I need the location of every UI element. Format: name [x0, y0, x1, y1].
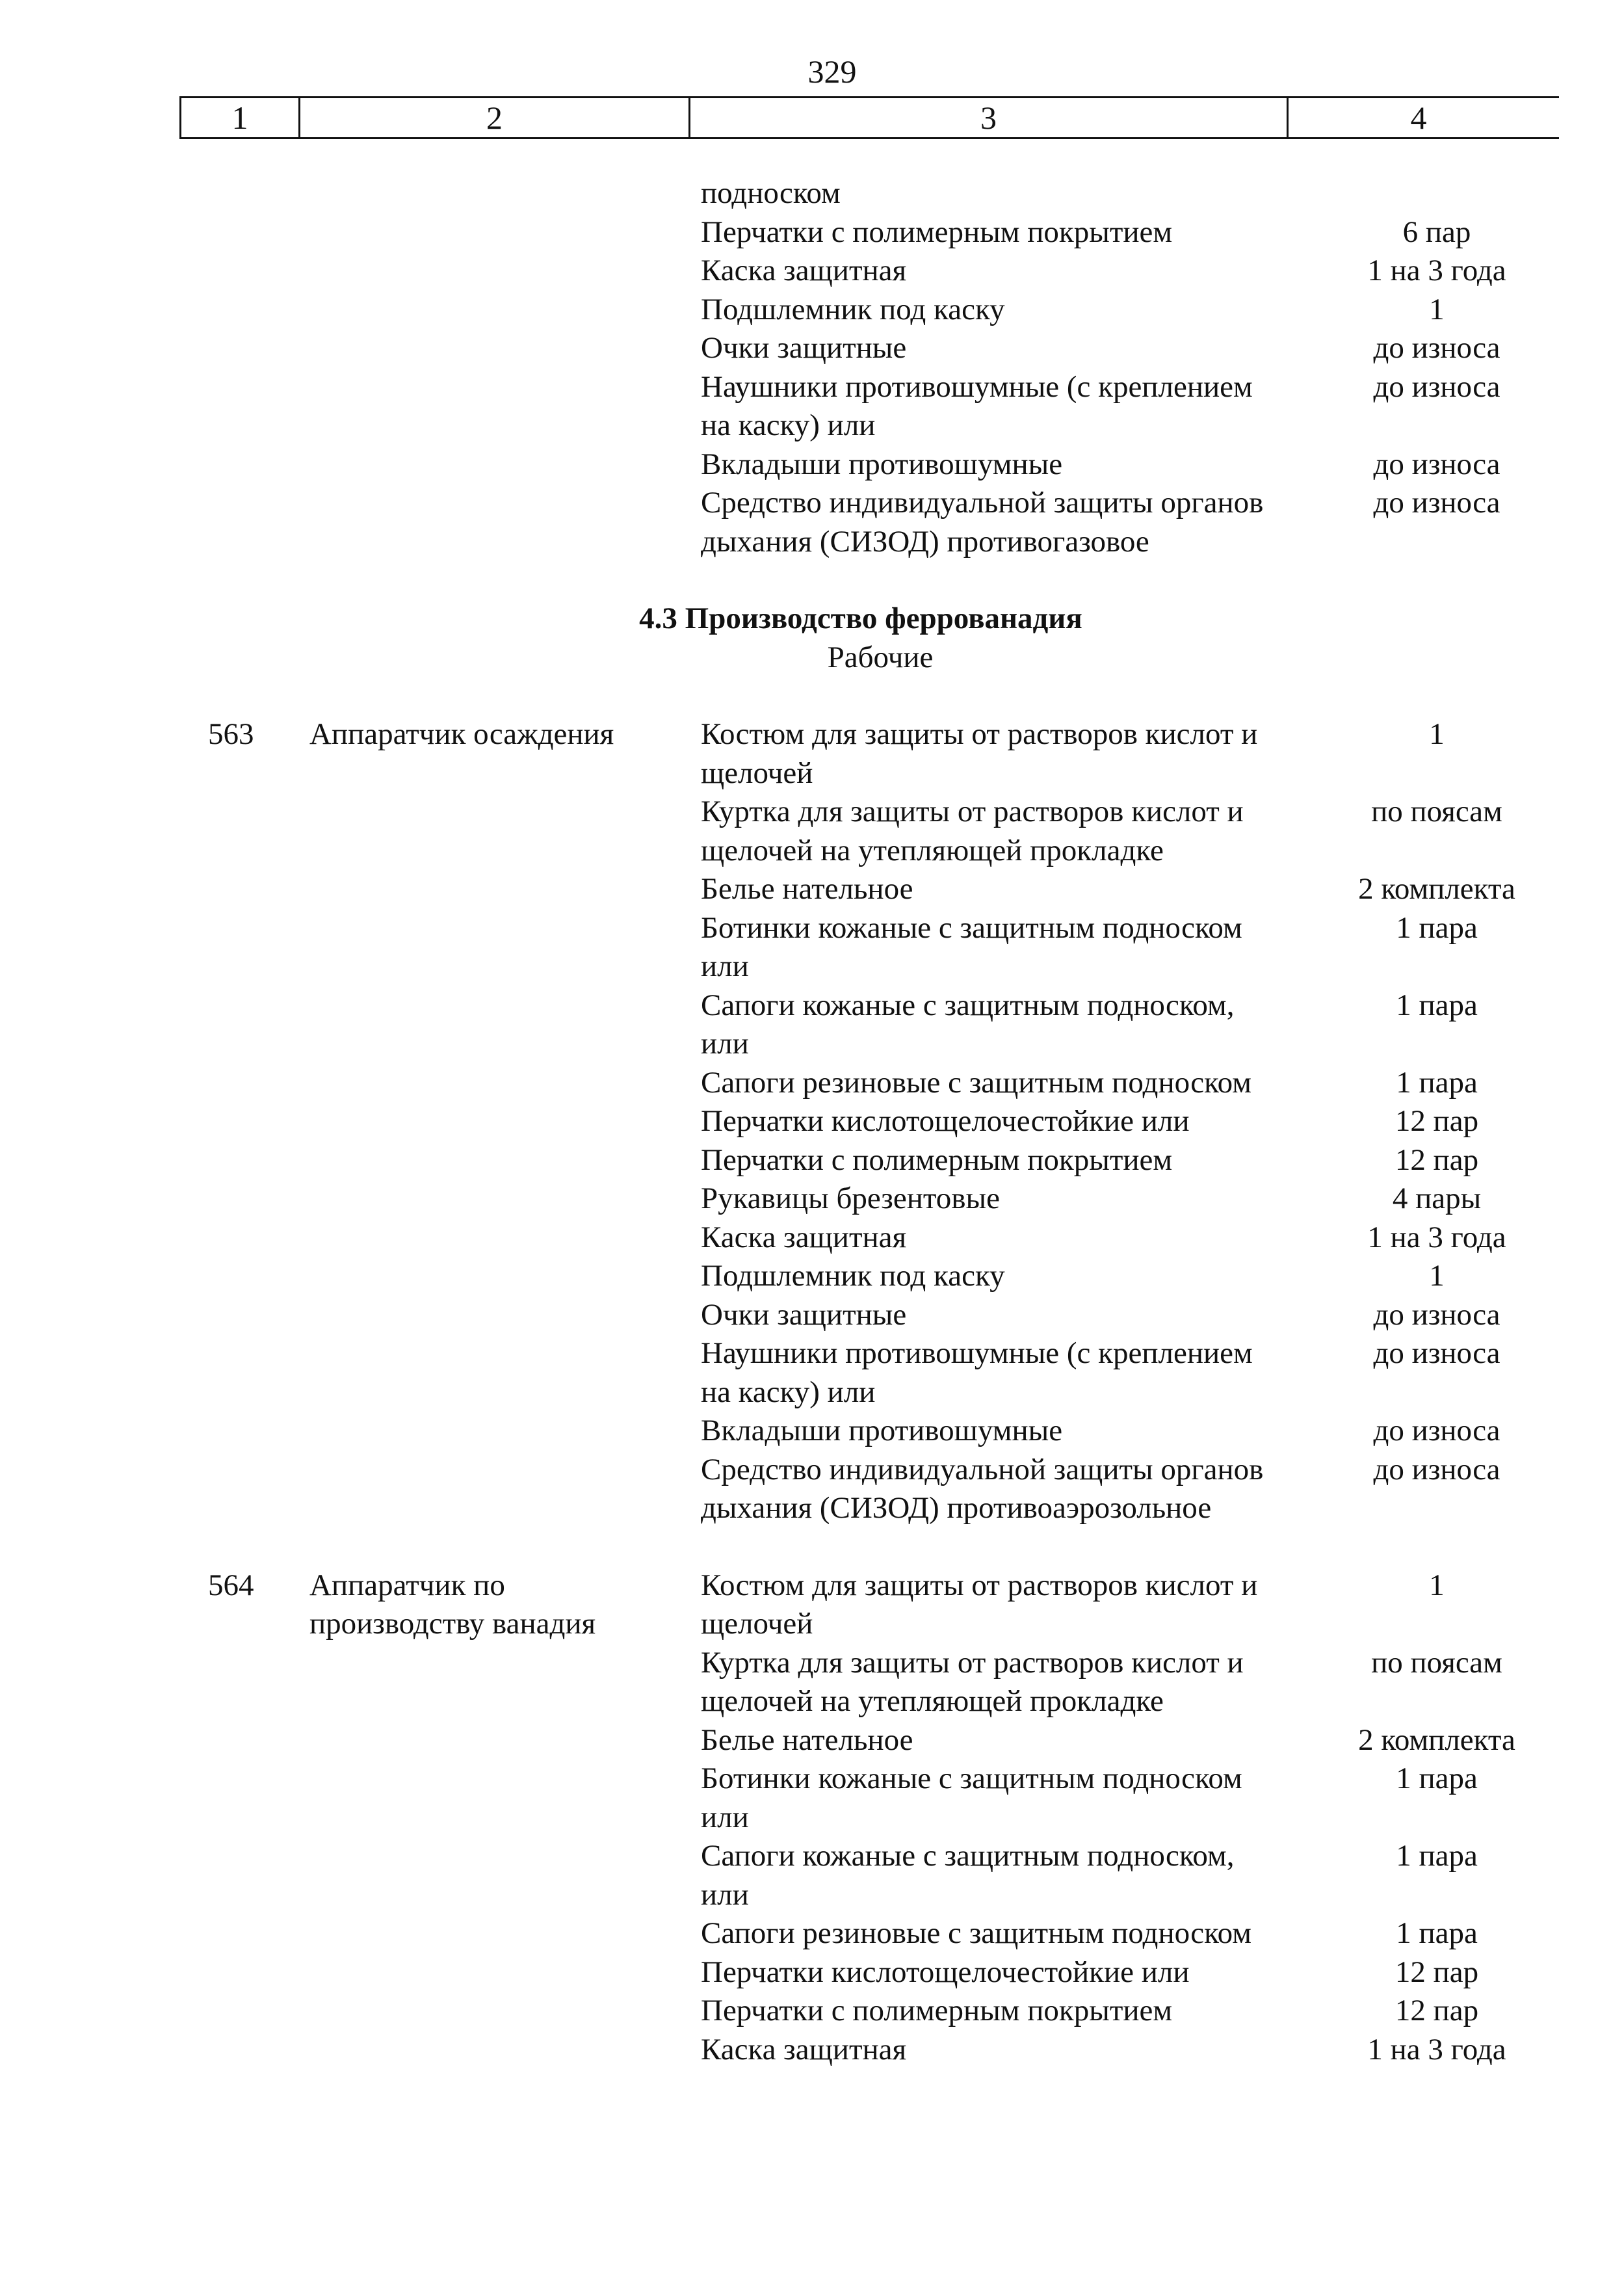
table-row: [0, 1141, 1624, 1180]
ppe-item: Средство индивидуальной защиты органов дыхания (СИЗОД) противоаэрозольное: [701, 1452, 1264, 1525]
table-row: [0, 870, 1624, 909]
ppe-item: Подшлемник под каску: [701, 292, 1005, 326]
ppe-quantity: 1: [1429, 1259, 1445, 1293]
table-row: [0, 368, 1624, 445]
ppe-quantity: до износа: [1373, 1297, 1500, 1332]
ppe-quantity: до износа: [1373, 486, 1500, 520]
ppe-item: Ботинки кожаные с защитным подноском или: [701, 1762, 1242, 1834]
ppe-item: Вкладыши противошумные: [701, 1414, 1063, 1447]
ppe-quantity: 1 пара: [1396, 1839, 1478, 1873]
table-row: [0, 986, 1624, 1064]
table-row: [0, 1760, 1624, 1837]
ppe-quantity: до износа: [1373, 1414, 1500, 1447]
ppe-item: Сапоги резиновые с защитным подноском: [701, 1065, 1251, 1100]
ppe-quantity: по поясам: [1371, 1645, 1502, 1680]
ppe-item: Куртка для защиты от растворов кислот и щелочей на утепляющей прокладке: [701, 795, 1244, 867]
ppe-item: Перчатки с полимерным покрытием: [701, 1994, 1173, 2027]
ppe-item: Сапоги кожаные с защитным подноском, или: [701, 988, 1235, 1061]
entries: [0, 715, 1624, 2069]
table-row: [0, 213, 1624, 252]
ppe-quantity: 1 на 3 года: [1367, 2032, 1506, 2066]
ppe-item: Ботинки кожаные с защитным подноском или: [701, 910, 1242, 983]
ppe-quantity: 1 на 3 года: [1367, 1220, 1506, 1254]
ppe-quantity: 1 пара: [1396, 1065, 1478, 1100]
table-row: [0, 329, 1624, 368]
ppe-item: Вкладыши противошумные: [701, 447, 1063, 481]
ppe-item: Костюм для защиты от растворов кислот и щелочей: [701, 1568, 1258, 1641]
ppe-item: Каска защитная: [701, 254, 907, 287]
table-row: [0, 1334, 1624, 1412]
ppe-quantity: 4 пары: [1392, 1181, 1482, 1215]
ppe-item: Белье нательное: [701, 1722, 913, 1757]
ppe-item: Белье нательное: [701, 872, 913, 906]
entry-block: [0, 715, 1624, 1528]
ppe-quantity: 1 пара: [1396, 1916, 1478, 1950]
header-col-3: 3: [690, 98, 1289, 137]
table-row: [0, 291, 1624, 330]
ppe-item: Сапоги резиновые с защитным подноском: [701, 1916, 1251, 1950]
page-number: 329: [807, 53, 857, 90]
ppe-quantity: 6 пар: [1402, 215, 1471, 249]
ppe-item: Куртка для защиты от растворов кислот и щелочей на утепляющей прокладке: [701, 1645, 1244, 1718]
table-row: [0, 1644, 1624, 1721]
ppe-item: Перчатки с полимерным покрытием: [701, 215, 1173, 249]
table-row: [0, 445, 1624, 484]
ppe-quantity: 12 пар: [1395, 1994, 1479, 2027]
header-col-1: 1: [181, 98, 300, 137]
entry-block: [0, 1566, 1624, 2070]
table-row: [0, 1451, 1624, 1528]
ppe-item: Очки защитные: [701, 1297, 907, 1332]
table-row: [0, 252, 1624, 291]
ppe-item: подноском: [701, 176, 841, 210]
ppe-item: Перчатки с полимерным покрытием: [701, 1142, 1173, 1177]
continued-items: [0, 174, 1624, 561]
table-row: [0, 1296, 1624, 1335]
table-row: [0, 2031, 1624, 2070]
table-row: [0, 1566, 1624, 1644]
table-row: [0, 1064, 1624, 1103]
ppe-quantity: 2 комплекта: [1358, 1722, 1515, 1757]
header-col-4: 4: [1410, 99, 1427, 136]
ppe-item: Подшлемник под каску: [701, 1259, 1005, 1293]
ppe-quantity: по поясам: [1371, 795, 1502, 828]
ppe-quantity: до износа: [1373, 1336, 1500, 1370]
ppe-item: Каска защитная: [701, 2032, 907, 2066]
entry-number: 564: [208, 1568, 254, 1602]
ppe-item: Сапоги кожаные с защитным подноском, или: [701, 1839, 1235, 1912]
profession-name: Аппаратчик по производству ванадия: [309, 1568, 596, 1641]
section-subtitle: Рабочие: [827, 640, 934, 674]
table-row: [0, 1953, 1624, 1992]
ppe-quantity: 1 пара: [1396, 910, 1478, 945]
profession-name: Аппаратчик осаждения: [309, 717, 614, 751]
table-row: [0, 1992, 1624, 2031]
table-row: [0, 1837, 1624, 1914]
table-row: [0, 1257, 1624, 1296]
ppe-quantity: 1 на 3 года: [1367, 254, 1506, 287]
table-row: [0, 1721, 1624, 1760]
ppe-item: Рукавицы брезентовые: [701, 1181, 1000, 1215]
table-row: [0, 1180, 1624, 1219]
table-row: [0, 484, 1624, 561]
ppe-quantity: 12 пар: [1395, 1955, 1479, 1989]
table-row: [0, 1219, 1624, 1258]
table-row: [0, 715, 1624, 793]
ppe-quantity: 12 пар: [1395, 1104, 1479, 1138]
ppe-item: Очки защитные: [701, 331, 907, 365]
ppe-item: Костюм для защиты от растворов кислот и щелочей: [701, 717, 1258, 790]
ppe-quantity: 1: [1429, 292, 1445, 326]
ppe-quantity: до износа: [1373, 447, 1500, 481]
ppe-quantity: 1: [1429, 717, 1445, 751]
ppe-quantity: до износа: [1373, 331, 1500, 365]
table-header: [179, 96, 1559, 139]
section-title: 4.3 Производство феррованадия: [639, 601, 1082, 635]
table-row: [0, 1102, 1624, 1141]
table-row: [0, 909, 1624, 986]
ppe-quantity: 12 пар: [1395, 1142, 1479, 1177]
table-row: [0, 1914, 1624, 1953]
table-row: [0, 174, 1624, 213]
ppe-item: Перчатки кислотощелочестойкие или: [701, 1955, 1190, 1989]
ppe-quantity: 2 комплекта: [1358, 872, 1515, 906]
table-body: [0, 174, 1624, 2069]
ppe-item: Наушники противошумные (с креплением на каску) или: [701, 1336, 1253, 1409]
ppe-item: Средство индивидуальной защиты органов дыхания (СИЗОД) противогазовое: [701, 486, 1264, 559]
ppe-quantity: 1 пара: [1396, 988, 1478, 1022]
table-row: [0, 1412, 1624, 1451]
ppe-item: Каска защитная: [701, 1220, 907, 1254]
ppe-item: Наушники противошумные (с креплением на каску) или: [701, 369, 1253, 442]
ppe-quantity: 1: [1429, 1568, 1445, 1602]
ppe-item: Перчатки кислотощелочестойкие или: [701, 1104, 1190, 1138]
ppe-quantity: до износа: [1373, 369, 1500, 404]
ppe-quantity: до износа: [1373, 1452, 1500, 1486]
entry-number: 563: [208, 717, 254, 751]
ppe-quantity: 1 пара: [1396, 1762, 1478, 1795]
table-row: [0, 793, 1624, 870]
header-col-2: 2: [300, 98, 690, 137]
